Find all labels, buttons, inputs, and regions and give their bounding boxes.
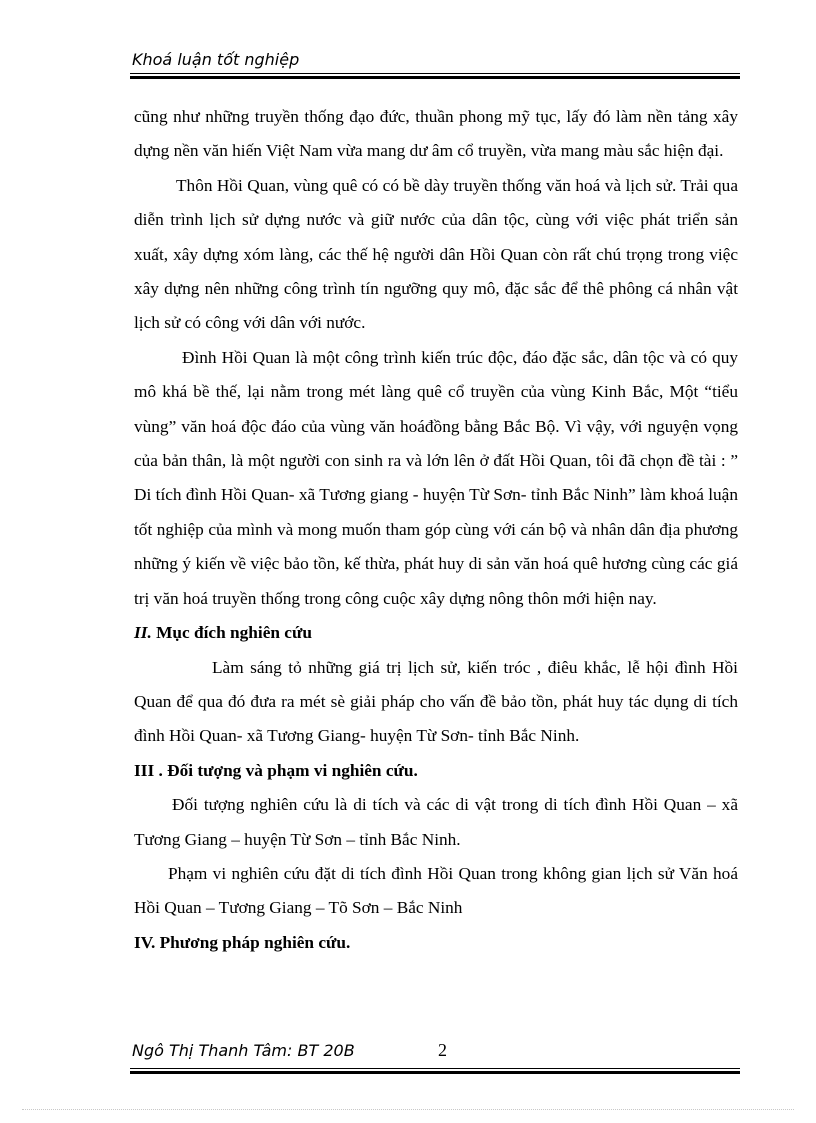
header-rule-thick [130, 76, 740, 79]
body-text [134, 100, 738, 960]
section-heading-iv: IV. Phương pháp nghiên cứu. [134, 932, 351, 952]
paragraph-5: Đối tượng nghiên cứu là di tích và các di vật trong di tích đình Hồi Quan – xã Tương Giang – huyện Từ Sơn – tỉnh Bắc Ninh. [134, 795, 738, 849]
header-title: Khoá luận tốt nghiệp [132, 50, 300, 69]
paragraph-2: Thôn Hồi Quan, vùng quê có có bề dày truyền thống văn hoá và lịch sử. Trải qua diễn trình lịch sử dựng nước và giữ nước của dân tộc, cùng với việc phát triển sản xuất, xây dựng xóm làng, các thế hệ người dân Hồi Quan còn rất chú trọng trong việc xây dựng nên những công trình tín ngưỡng quy mô, đặc sắc để thê phông cá nhân vật lịch sử có công với dân với nước. [134, 175, 738, 333]
section-number-ii: II. [134, 623, 152, 643]
paragraph-4: Làm sáng tỏ những giá trị lịch sử, kiến tróc , điêu khắc, lễ hội đình Hồi Quan để qua đó đưa ra mét sè giải pháp cho vấn đề bảo tồn, phát huy tác dụng di tích đình Hồi Quan- xã Tương Giang- huyện Từ Sơn- tỉnh Bắc Ninh. [134, 657, 738, 746]
header-rule-thin [130, 73, 740, 74]
section-heading-iii: III . Đối tượng và phạm vi nghiên cứu. [134, 760, 418, 780]
paragraph-6: Phạm vi nghiên cứu đặt di tích đình Hồi Quan trong không gian lịch sử Văn hoá Hồi Quan – Tương Giang – Tõ Sơn – Bắc Ninh [134, 863, 738, 918]
footer-rule-thin [130, 1068, 740, 1069]
section-title-ii: Mục đích nghiên cứu [151, 623, 312, 643]
footer-author: Ngô Thị Thanh Tâm: BT 20B [132, 1041, 355, 1060]
page-bottom-dotted-line [22, 1109, 794, 1110]
paragraph-1: cũng như những truyền thống đạo đức, thuần phong mỹ tục, lấy đó làm nền tảng xây dựng nền văn hiến Việt Nam vừa mang dư âm cổ truyền, vừa mang màu sắc hiện đại. [134, 107, 738, 161]
footer-rule-thick [130, 1071, 740, 1074]
page-number: 2 [438, 1040, 447, 1060]
paragraph-3: Đình Hồi Quan là một công trình kiến trúc độc, đáo đặc sắc, dân tộc và có quy mô khá bề thế, lại nằm trong mét làng quê cổ truyền của vùng Kinh Bắc, Một “tiểu vùng” văn hoá độc đáo của vùng văn hoáđồng bằng Bắc Bộ. Vì vậy, với nguyện vọng của bản thân, là một người con sinh ra và lớn lên ở đất Hồi Quan, tôi đã chọn đề tài : ” Di tích đình Hồi Quan- xã Tương giang - huyện Từ Sơn- tỉnh Bắc Ninh” làm khoá luận tốt nghiệp của mình và mong muốn tham góp cùng với cán bộ và nhân dân địa phương những ý kiến về việc bảo tồn, kế thừa, phát huy di sản văn hoá quê hương cùng các giá trị văn hoá truyền thống trong công cuộc xây dựng nông thôn mới hiện nay. [134, 347, 738, 608]
section-heading-ii [134, 616, 738, 650]
